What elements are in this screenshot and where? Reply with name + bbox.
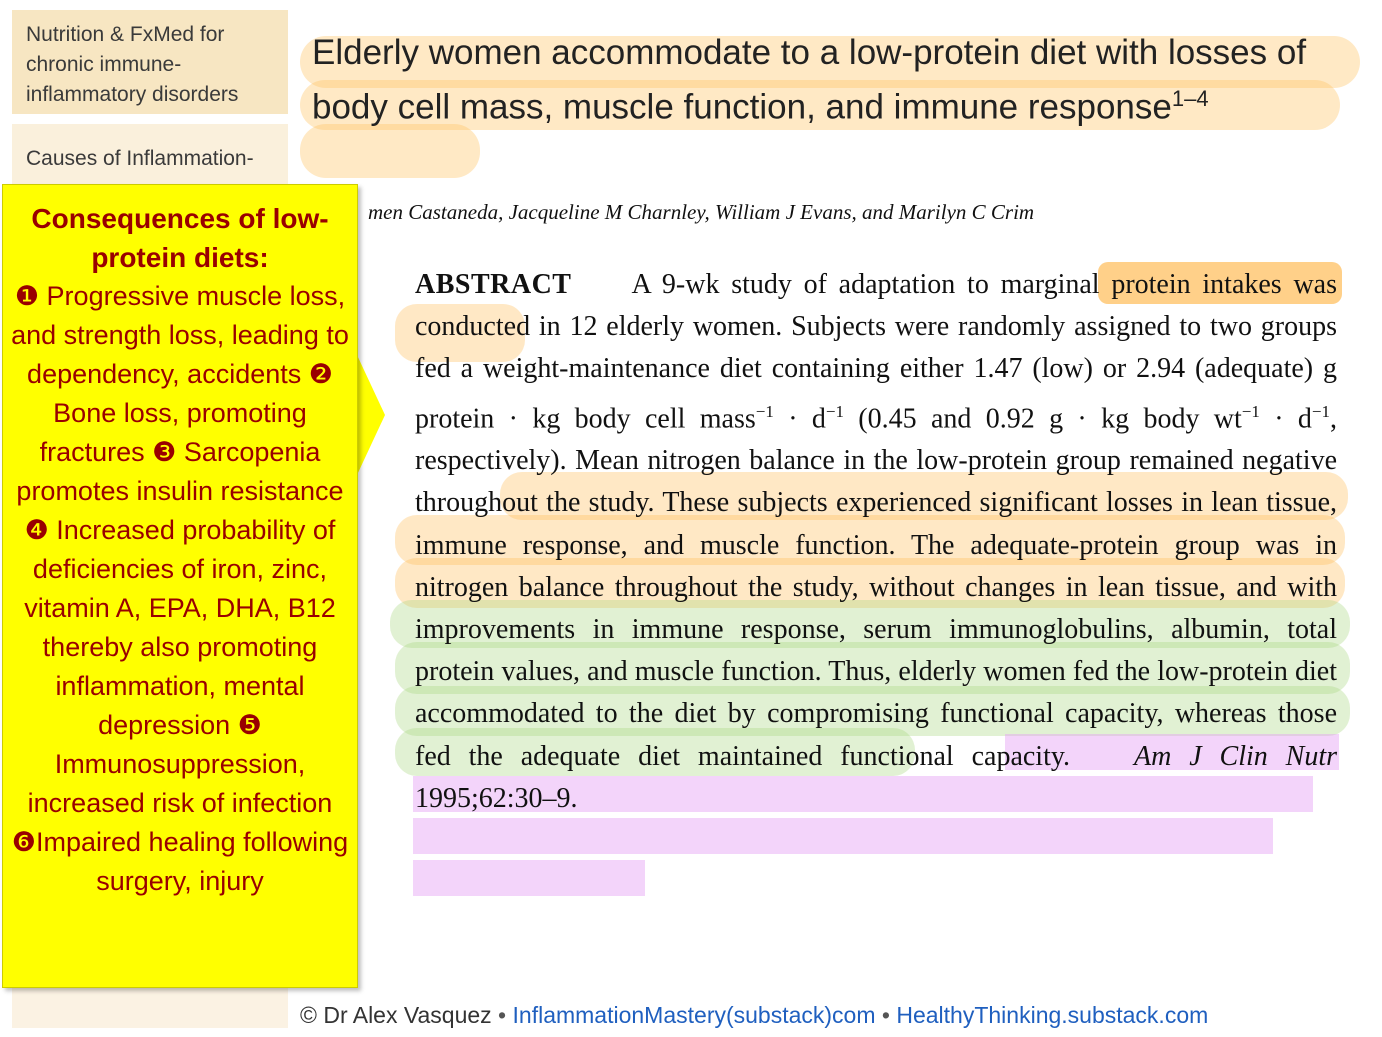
paper-title-text: Elderly women accommodate to a low-protein diet with losses of body cell mass, muscle function, and immune response [312, 33, 1307, 127]
paper-title-superscript: 1–4 [1171, 86, 1209, 111]
abstract-superscript: −1 [755, 401, 774, 421]
footer-link-inflammation-mastery[interactable]: InflammationMastery(substack)com [512, 1002, 876, 1028]
footer [300, 1001, 1374, 1029]
title-highlight [300, 124, 480, 178]
sidebar-tab-label: Causes of Inflammation- [26, 147, 254, 170]
callout-title: Consequences of low-protein diets: [31, 203, 329, 273]
callout-consequences [2, 184, 358, 988]
paper-title [312, 30, 1352, 131]
footer-copyright: © Dr Alex Vasquez [300, 1002, 492, 1028]
callout-body: ❶ Progressive muscle loss, and strength loss, leading to dependency, accidents ❷ Bone loss, promoting fractures ❸ Sarcopenia promotes insulin resistance ❹ Increased probability of deficiencies of iron, zinc, vitamin A, EPA, DHA, B12 thereby also promoting inflammation, mental depression ❺ Immunosuppression, increased risk of infection ❻Impaired healing following surgery, injury [11, 281, 349, 896]
footer-separator: • [491, 1002, 513, 1028]
citation-journal: Am J Clin Nutr [1134, 740, 1337, 772]
abstract-superscript: −1 [825, 401, 844, 421]
highlight-pink-band [413, 860, 645, 896]
sidebar-tab-label: Nutrition & FxMed for chronic immune-inflammatory disorders [26, 23, 239, 106]
highlight-pink-band [413, 818, 1273, 854]
abstract-text: · d [1259, 402, 1312, 434]
paper-authors: men Castaneda, Jacqueline M Charnley, William J Evans, and Marilyn C Crim [368, 200, 1035, 224]
abstract-text: · d [773, 402, 826, 434]
sidebar-tab-causes[interactable] [12, 124, 288, 188]
sidebar-tab-nutrition[interactable] [12, 10, 288, 114]
citation-details: 1995;62:30–9. [415, 782, 578, 814]
paper-abstract [415, 264, 1337, 820]
footer-separator: • [875, 1002, 897, 1028]
abstract-superscript: −1 [1241, 401, 1260, 421]
abstract-text: (0.45 and 0.92 g · kg body wt [843, 402, 1242, 434]
footer-link-healthy-thinking[interactable]: HealthyThinking.substack.com [896, 1002, 1209, 1028]
abstract-text: , respectively). Mean nitrogen balance in the low-protein group remained negative throughout the study. These subjects experienced significant losses in lean tissue, immune response, and muscle function. The adequate-protein group was in nitrogen balance throughout the study, without changes in lean tissue, and with improvements in immune response, serum immunoglobulins, albumin, total protein values, and muscle function. Thus, elderly women fed the low-protein diet accommodated to the diet by compromising functional capacity, whereas those fed the adequate diet maintained functional capacity. [415, 402, 1337, 772]
callout-arrow [357, 355, 385, 475]
abstract-superscript: −1 [1311, 401, 1330, 421]
abstract-text: A 9-wk study of adaptation to marginal protein intakes was conducted in 12 elderly women. Subjects were randomly assigned to two groups fed a weight-maintenance diet containing either 1.47 (low) or 2.94 (adequate) g protein · kg body cell mass [415, 269, 1337, 434]
abstract-label: ABSTRACT [415, 269, 572, 300]
